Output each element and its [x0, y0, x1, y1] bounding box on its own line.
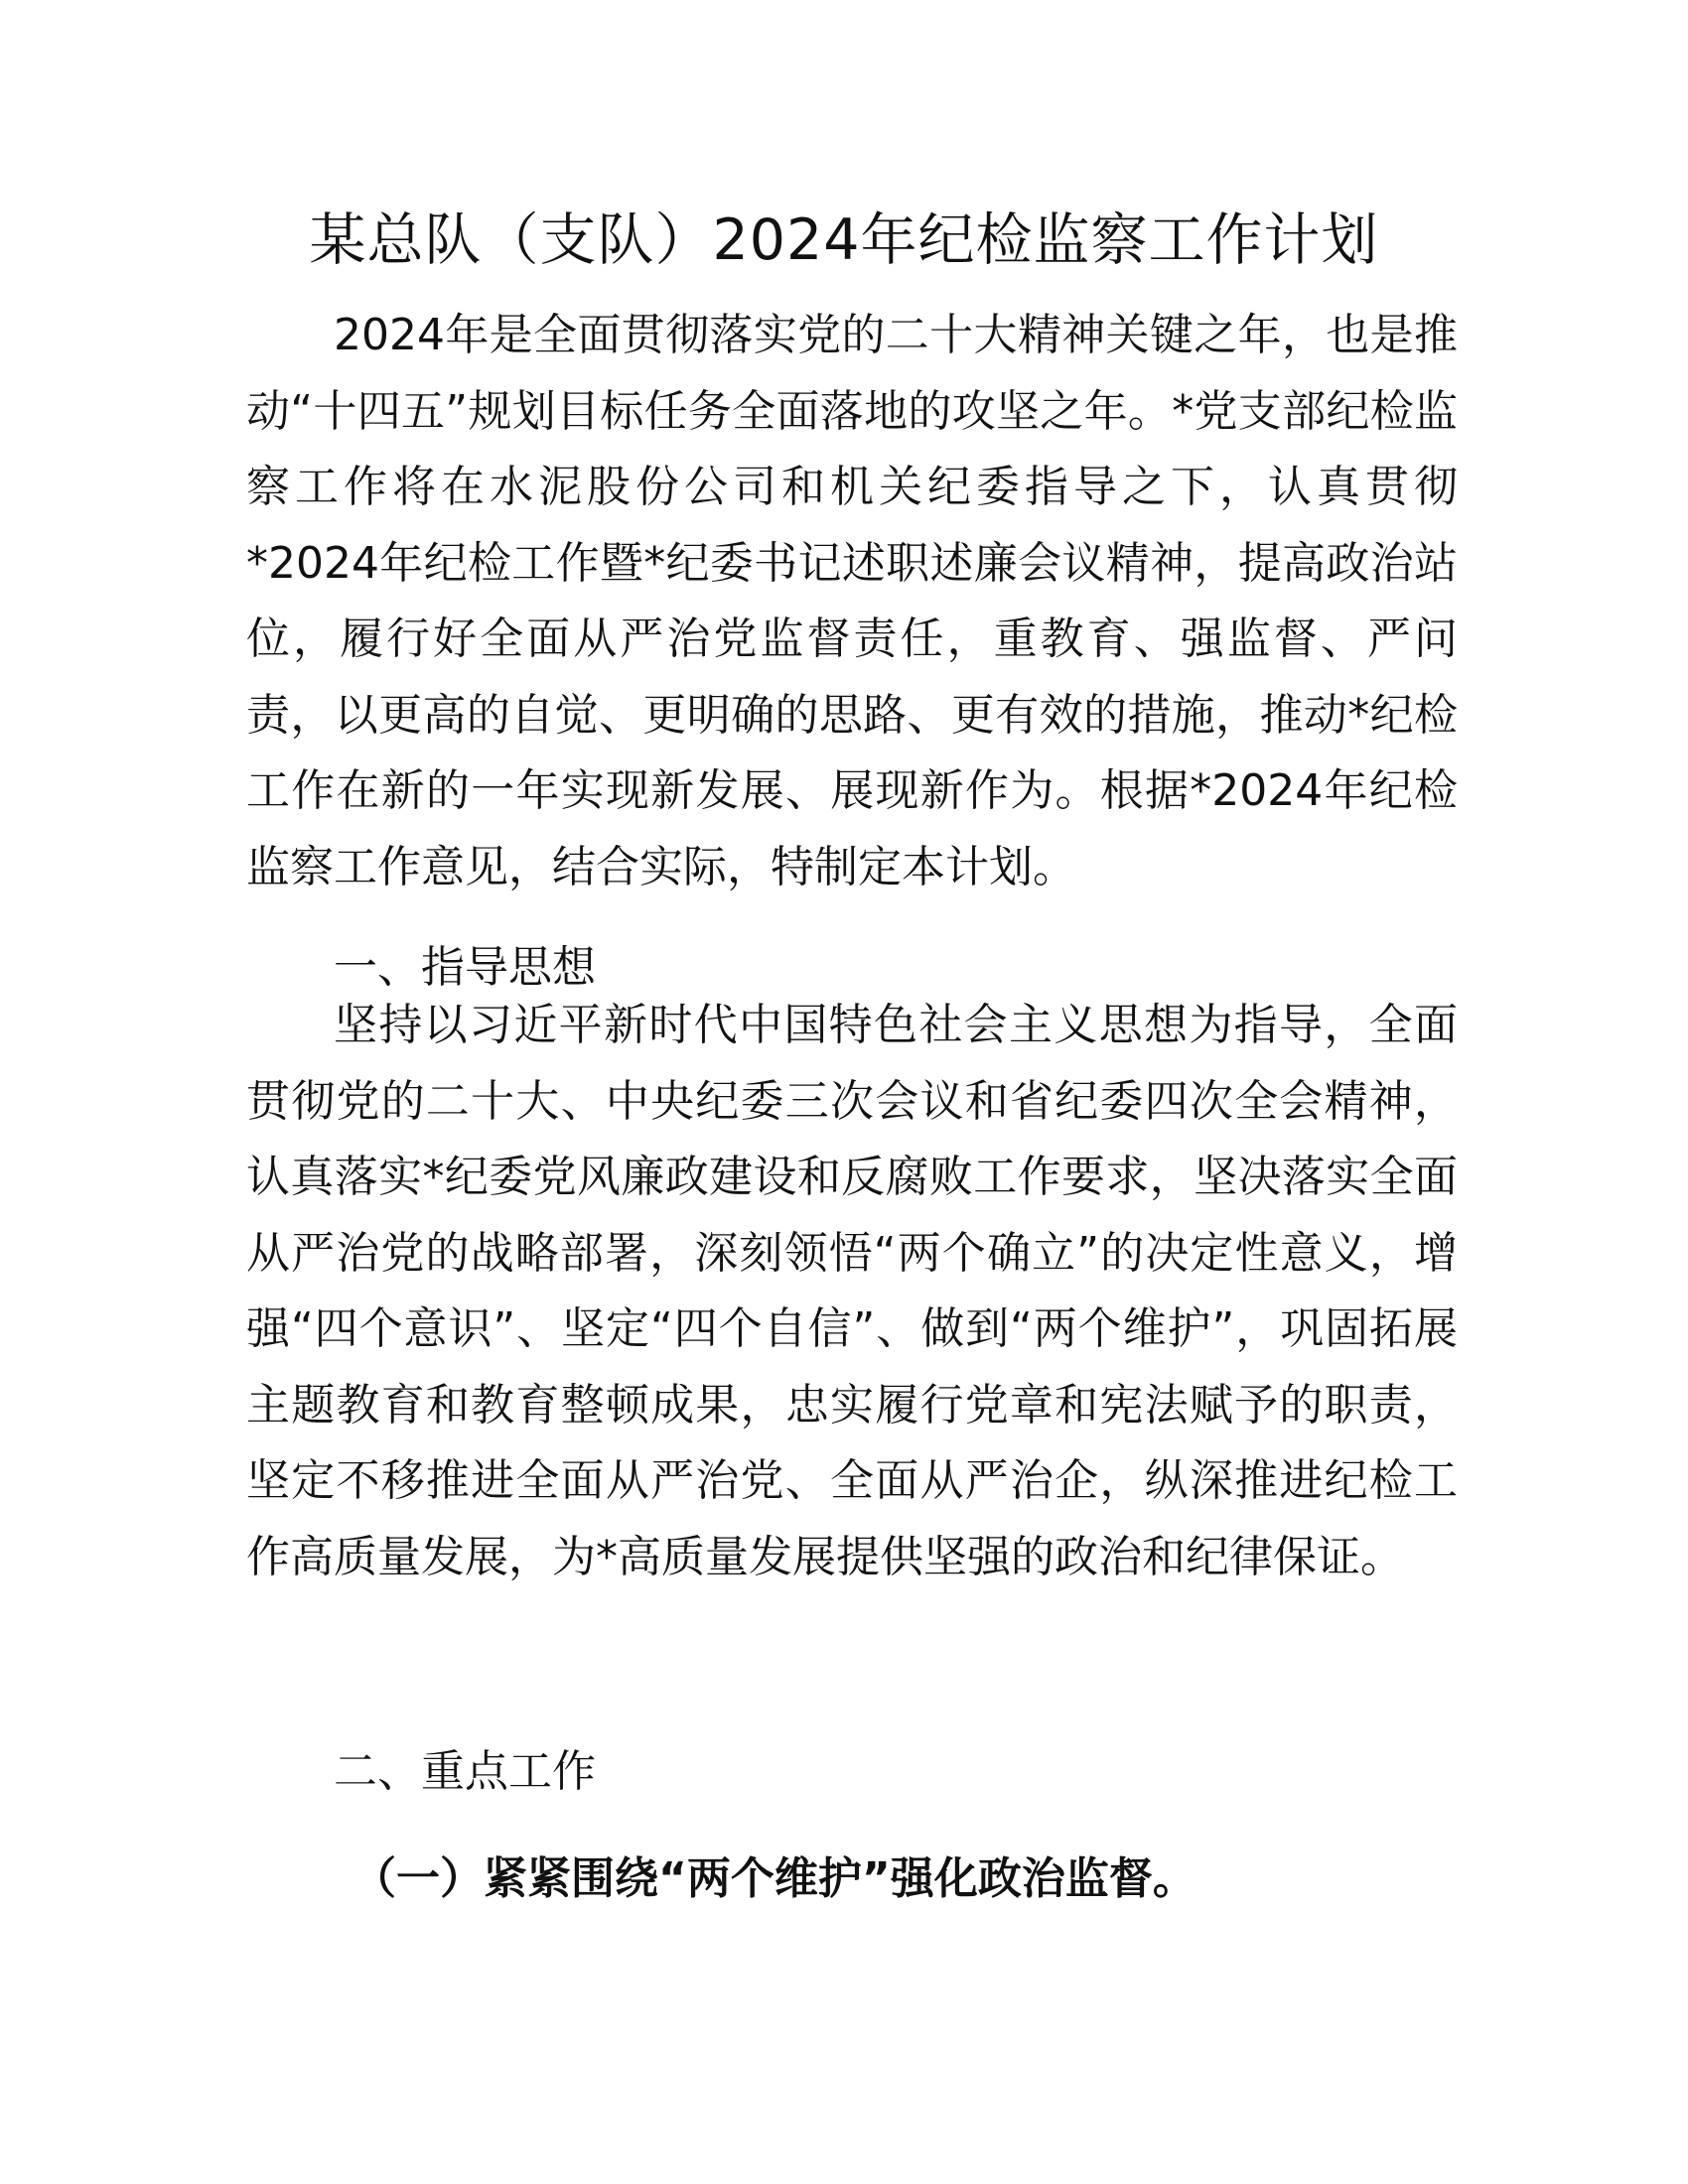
document-title: 某总队（支队）2024年纪检监察工作计划: [309, 207, 1379, 273]
section-heading-key-work: 二、重点工作: [334, 1746, 596, 1797]
guiding-ideology-paragraph: 坚持以习近平新时代中国特色社会主义思想为指导，全面贯彻党的二十大、中央纪委三次会议和省纪委四次全会精神，认真落实*纪委党风廉政建设和反腐败工作要求，坚决落实全面从严治党的战略部署，深刻领悟“两个确立”的决定性意义，增强“四个意识”、坚定“四个自信”、做到“两个维护”，巩固拓展主题教育和教育整顿成果，忠实履行党章和宪法赋予的职责，坚定不移推进全面从严治党、全面从严治企，纵深推进纪检工作高质量发展，为*高质量发展提供坚强的政治和纪律保证。: [246, 1000, 1458, 1582]
intro-paragraph: 2024年是全面贯彻落实党的二十大精神关键之年，也是推动“十四五”规划目标任务全面落地的攻坚之年。*党支部纪检监察工作将在水泥股份公司和机关纪委指导之下，认真贯彻*2024年纪检工作暨*纪委书记述职述廉会议精神，提高政治站位，履行好全面从严治党监督责任，重教育、强监督、严问责，以更高的自觉、更明确的思路、更有效的措施，推动*纪检工作在新的一年实现新发展、展现新作为。根据*2024年纪检监察工作意见，结合实际，特制定本计划。: [246, 310, 1458, 892]
subsection-heading-political-supervision: （一）紧紧围绕“两个维护”强化政治监督。: [352, 1853, 1196, 1904]
section-heading-guiding-ideology: 一、指导思想: [334, 942, 596, 993]
